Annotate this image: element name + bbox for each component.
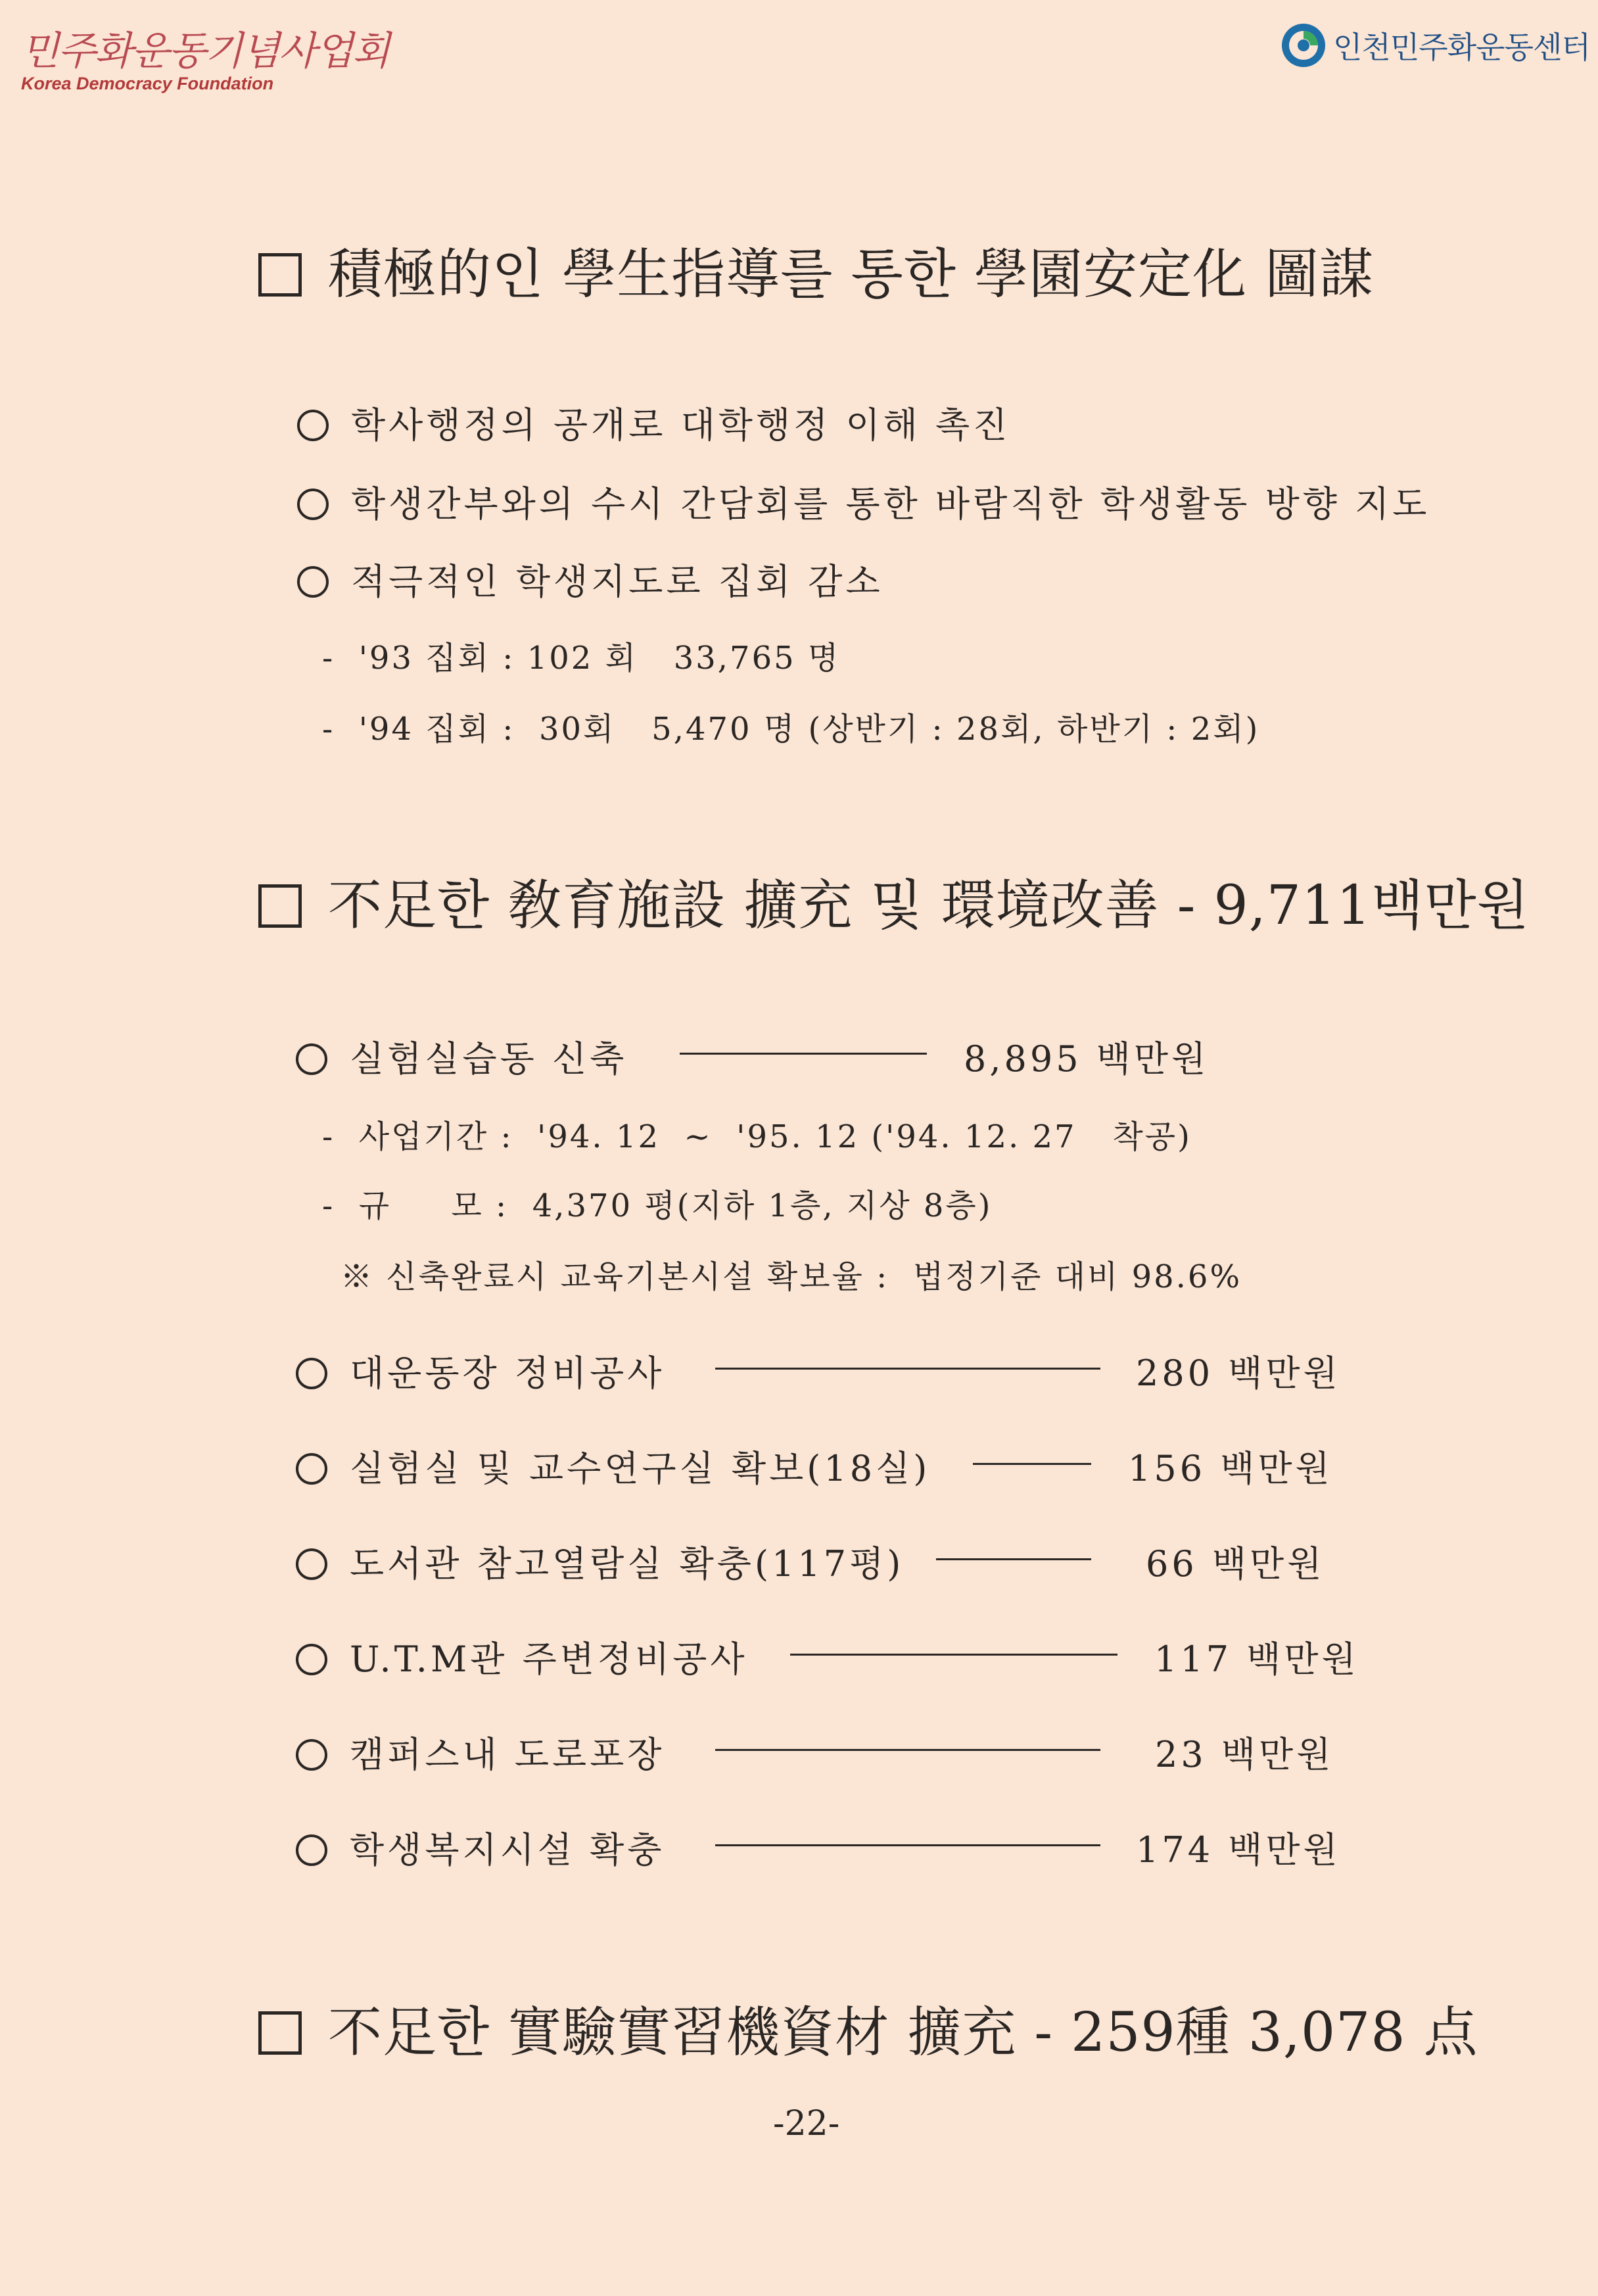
leader-line <box>936 1558 1091 1560</box>
checkbox-square-icon <box>258 2011 302 2055</box>
circle-bullet-icon <box>297 489 329 520</box>
kdf-logo-english: Korea Democracy Foundation <box>21 74 274 93</box>
circle-bullet-icon <box>297 566 329 598</box>
leader-line <box>973 1463 1091 1465</box>
project-scale: - 규 모 : 4,370 평(지하 1층, 지상 8층) <box>322 1187 993 1224</box>
circle-bullet-icon <box>296 1453 327 1485</box>
amount-library-room: 66 백만원 <box>1146 1543 1325 1585</box>
section-1-bullet-2: 학생간부와의 수시 간담회를 통한 바람직한 학생활동 방향 지도 <box>297 476 1430 527</box>
amount-sports-field: 280 백만원 <box>1136 1352 1341 1394</box>
item-library-room: 도서관 참고열람실 확충(117평) <box>296 1536 904 1587</box>
leader-line <box>790 1654 1117 1656</box>
circle-bullet-icon <box>296 1548 327 1580</box>
incheon-center-emblem-icon <box>1279 21 1328 70</box>
checkbox-square-icon <box>258 253 302 297</box>
project-period: - 사업기간 : '94. 12 ~ '95. 12 ('94. 12. 27 착공) <box>322 1118 1192 1155</box>
circle-bullet-icon <box>296 1739 327 1771</box>
leader-line <box>715 1749 1100 1751</box>
kdf-logo-korean: 민주화운동기념사업회 <box>21 28 389 74</box>
section-2-heading: 不足한 敎育施設 擴充 및 環境改善 - 9,711백만원 <box>258 863 1530 940</box>
circle-bullet-icon <box>296 1043 327 1075</box>
circle-bullet-icon <box>297 410 329 441</box>
incheon-center-logo <box>1279 21 1590 70</box>
item-lab-building: 실험실습동 신축 <box>296 1031 627 1082</box>
incheon-center-name: 인천민주화운동센터 <box>1333 30 1590 65</box>
circle-bullet-icon <box>296 1834 327 1866</box>
circle-bullet-icon <box>296 1644 327 1675</box>
item-campus-road: 캠퍼스내 도로포장 <box>296 1727 665 1777</box>
amount-utm-hall: 117 백만원 <box>1154 1638 1359 1680</box>
checkbox-square-icon <box>258 884 302 928</box>
section-1-bullet-3: 적극적인 학생지도로 집회 감소 <box>297 554 883 604</box>
rally-1994: - '94 집회 : 30회 5,470 명 (상반기 : 28회, 하반기 : 2회) <box>322 711 1260 748</box>
item-student-welfare: 학생복지시설 확충 <box>296 1822 665 1873</box>
amount-lab-building: 8,895 백만원 <box>964 1038 1210 1080</box>
item-utm-hall: U.T.M관 주변정비공사 <box>296 1631 748 1682</box>
rally-1993: - '93 집회 : 102 회 33,765 명 <box>322 640 841 677</box>
section-1-bullet-1: 학사행정의 공개로 대학행정 이해 촉진 <box>297 397 1010 448</box>
completion-note: ※ 신축완료시 교육기본시설 확보율 : 법정기준 대비 98.6% <box>341 1258 1242 1295</box>
section-3-heading: 不足한 實驗實習機資材 擴充 - 259種 3,078 点 <box>258 1990 1478 2067</box>
section-1-heading: 積極的인 學生指導를 통한 學園安定化 圖謀 <box>258 231 1374 308</box>
circle-bullet-icon <box>296 1358 327 1389</box>
amount-campus-road: 23 백만원 <box>1155 1734 1334 1775</box>
item-lab-office: 실험실 및 교수연구실 확보(18실) <box>296 1441 930 1491</box>
amount-lab-office: 156 백만원 <box>1128 1448 1333 1489</box>
leader-line <box>680 1053 927 1055</box>
leader-line <box>715 1368 1100 1370</box>
page-number: -22- <box>773 2104 840 2143</box>
item-sports-field: 대운동장 정비공사 <box>296 1345 665 1396</box>
amount-student-welfare: 174 백만원 <box>1136 1829 1341 1871</box>
leader-line <box>715 1844 1100 1846</box>
